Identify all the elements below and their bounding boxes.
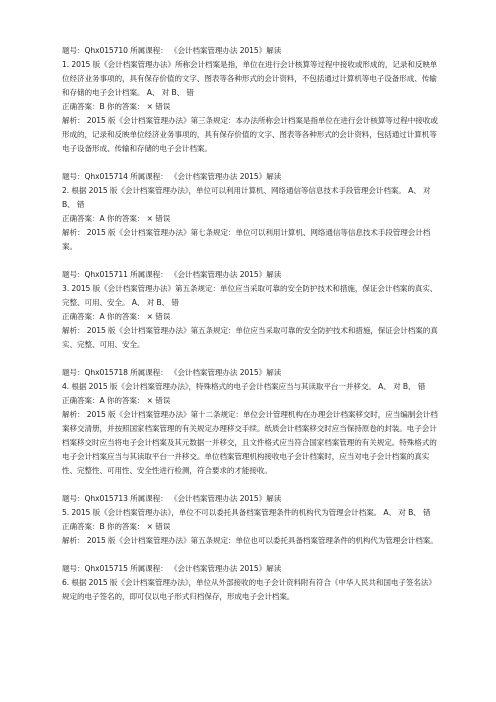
question-item <box>62 44 442 156</box>
question-item <box>62 492 442 548</box>
question-list <box>62 44 442 618</box>
question-header: 题号：Qhx015714 所属课程： 《会计档案管理办法 2015》解读 <box>62 172 282 181</box>
question-answer: 正确答案：A 你的答案： × 错误 <box>62 396 171 405</box>
question-answer: 正确答案：A 你的答案： × 错误 <box>62 214 171 223</box>
question-body: 5. 2015 版《会计档案管理办法》，单位不可以委托具备档案管理条件的机构代为管理会计档案。 A、 对 B、 错 <box>62 508 431 517</box>
question-item <box>62 170 442 254</box>
question-item <box>62 562 442 604</box>
question-analysis: 解析： 2015 版《会计档案管理办法》第三条规定：本办法所称会计档案是指单位在进行会计核算等过程中接收或形成的，记录和反映单位经济业务事项的，具有保存价值的文字、图表等各种形式的会计资料，包括通过计算机等电子设备形成、传输和存储的电子会计档案。 <box>62 116 438 153</box>
question-header: 题号：Qhx015711 所属课程： 《会计档案管理办法 2015》解读 <box>62 270 282 279</box>
question-body: 3. 2015 版《会计档案管理办法》第五条规定：单位应当采取可靠的安全防护技术和措施，保证会计档案的真实、完整、可用、安全。 A、 对 B、 错 <box>62 284 438 307</box>
question-answer: 正确答案：B 你的答案： × 错误 <box>62 102 171 111</box>
question-analysis: 解析： 2015 版《会计档案管理办法》第十二条规定：单位会计管理机构在办理会计档案移交时，应当编制会计档案移交清册，并按照国家档案管理的有关规定办理移交手续。纸质会计档案移交时应当保持原卷的封装。电子会计档案移交时应当将电子会计档案及其元数据一并移交，且文件格式应当符合国家档案管理的有关规定。特殊格式的电子会计档案应当与其读取平台一并移交。单位档案管理机构接收电子会计档案时，应当对电子会计档案的真实性、完整性、可用性、安全性进行检测，符合要求的才能接收。 <box>62 410 438 475</box>
question-answer: 正确答案：B 你的答案： × 错误 <box>62 522 171 531</box>
question-analysis: 解析： 2015 版《会计档案管理办法》第七条规定：单位可以利用计算机、网络通信等信息技术手段管理会计档案。 <box>62 228 431 251</box>
question-body: 4. 根据 2015 版《会计档案管理办法》，特殊格式的电子会计档案应当与其读取平台一并移交。 A、 对 B、 错 <box>62 382 426 391</box>
question-answer: 正确答案：A 你的答案： × 错误 <box>62 312 171 321</box>
question-analysis: 解析： 2015 版《会计档案管理办法》第五条规定：单位应当采取可靠的安全防护技术和措施，保证会计档案的真实、完整、可用、安全。 <box>62 326 438 349</box>
question-body: 1. 2015 版《会计档案管理办法》所称会计档案是指，单位在进行会计核算等过程中接收或形成的，记录和反映单位经济业务事项的，具有保存价值的文字、图表等各种形式的会计资料，不包括通过计算机等电子设备形成、传输和存储的电子会计档案。 A、 对 B、 错 <box>62 60 438 97</box>
question-header: 题号：Qhx015713 所属课程： 《会计档案管理办法 2015》解读 <box>62 494 282 503</box>
question-analysis: 解析： 2015 版《会计档案管理办法》第五条规定：单位也可以委托具备档案管理条件的机构代为管理会计档案。 <box>62 536 438 545</box>
question-header: 题号：Qhx015710 所属课程： 《会计档案管理办法 2015》解读 <box>62 46 282 55</box>
question-item <box>62 268 442 352</box>
question-body: 2. 根据 2015 版《会计档案管理办法》，单位可以利用计算机、网络通信等信息技术手段管理会计档案。 A、 对 B、 错 <box>62 186 431 209</box>
question-body: 6. 根据 2015 版《会计档案管理办法》，单位从外部接收的电子会计资料附有符合《中华人民共和国电子签名法》规定的电子签名的，即可仅以电子形式归档保存，形成电子会计档案。 <box>62 578 436 601</box>
question-item <box>62 366 442 478</box>
question-header: 题号：Qhx015718 所属课程： 《会计档案管理办法 2015》解读 <box>62 368 282 377</box>
question-header: 题号：Qhx015715 所属课程： 《会计档案管理办法 2015》解读 <box>62 564 282 573</box>
